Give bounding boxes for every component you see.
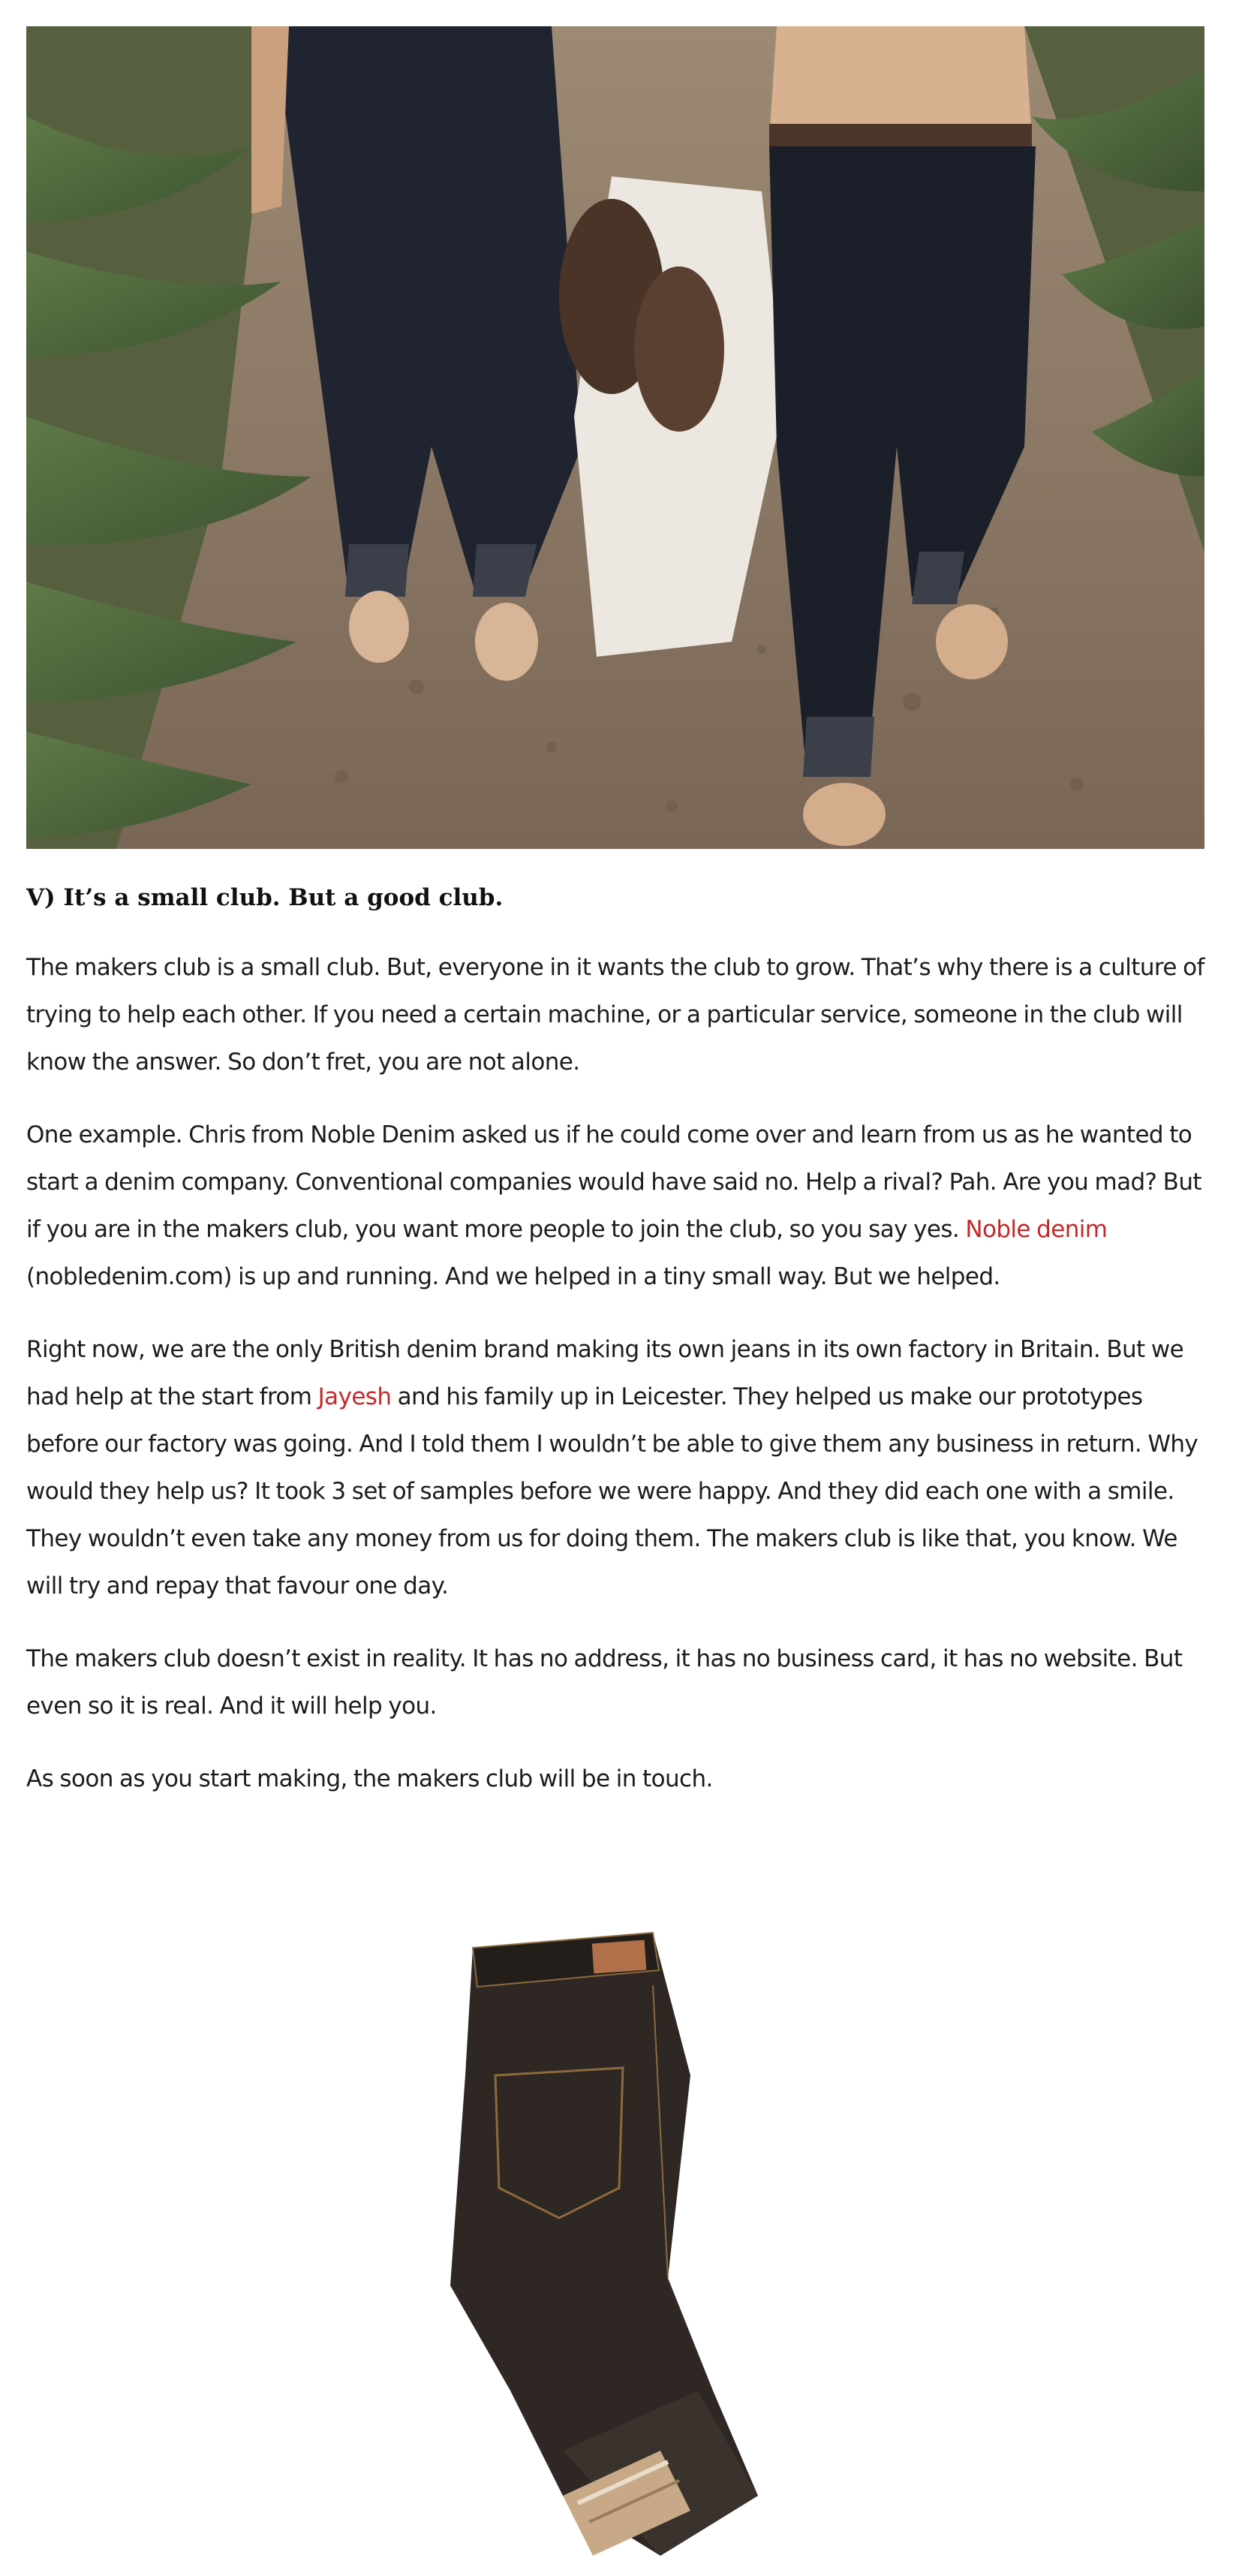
article-body — [26, 883, 1204, 1803]
article-page — [26, 26, 1204, 1828]
section-heading: V) It’s a small club. But a good club. — [26, 884, 504, 911]
hero-photo — [26, 26, 1204, 849]
jeans-photo — [338, 1925, 878, 2563]
paragraph-3 — [26, 1326, 1204, 1610]
jayesh-link[interactable]: Jayesh — [317, 1383, 392, 1410]
paragraph-2 — [26, 1112, 1204, 1301]
paragraph-2-text-start: One example. Chris from Noble Denim asked us if he could come over and learn from us as he wanted to start a denim company. Conventional companies would have said no. Help a rival? Pah. Are you mad? But if you are in the makers club, you want more people to join the club, so you say yes. — [26, 1121, 1201, 1243]
photo-icon — [338, 1925, 878, 2563]
paragraph-1: The makers club is a small club. But, everyone in it wants the club to grow. That’s why there is a culture of trying to help each other. If you need a certain machine, or a particular service, someone in the club will know the answer. So don’t fret, you are not alone. — [26, 954, 1204, 1076]
paragraph-3-text-start: Right now, we are the only British denim brand making its own jeans in its own factory in Britain. But we had help at the start from — [26, 1336, 1184, 1410]
photo-icon — [26, 26, 1204, 849]
paragraph-4: The makers club doesn’t exist in reality. It has no address, it has no business card, it has no website. But even so it is real. And it will help you. — [26, 1645, 1183, 1720]
paragraph-3-text-end: and his family up in Leicester. They helped us make our prototypes before our factory was going. And I told them I wouldn’t be able to give them any business in return. Why would they help us? It took 3 set of samples before we were happy. And they did each one with a smile. They wouldn’t even take any money from us for doing them. The makers club is like that, you know. We will try and repay that favour one day. — [26, 1383, 1198, 1599]
paragraph-2-text-end: (nobledenim.com) is up and running. And we helped in a tiny small way. But we helped. — [26, 1216, 1120, 1290]
paragraph-5: As soon as you start making, the makers club will be in touch. — [26, 1765, 713, 1792]
noble-denim-link[interactable]: Noble denim — [965, 1216, 1108, 1243]
